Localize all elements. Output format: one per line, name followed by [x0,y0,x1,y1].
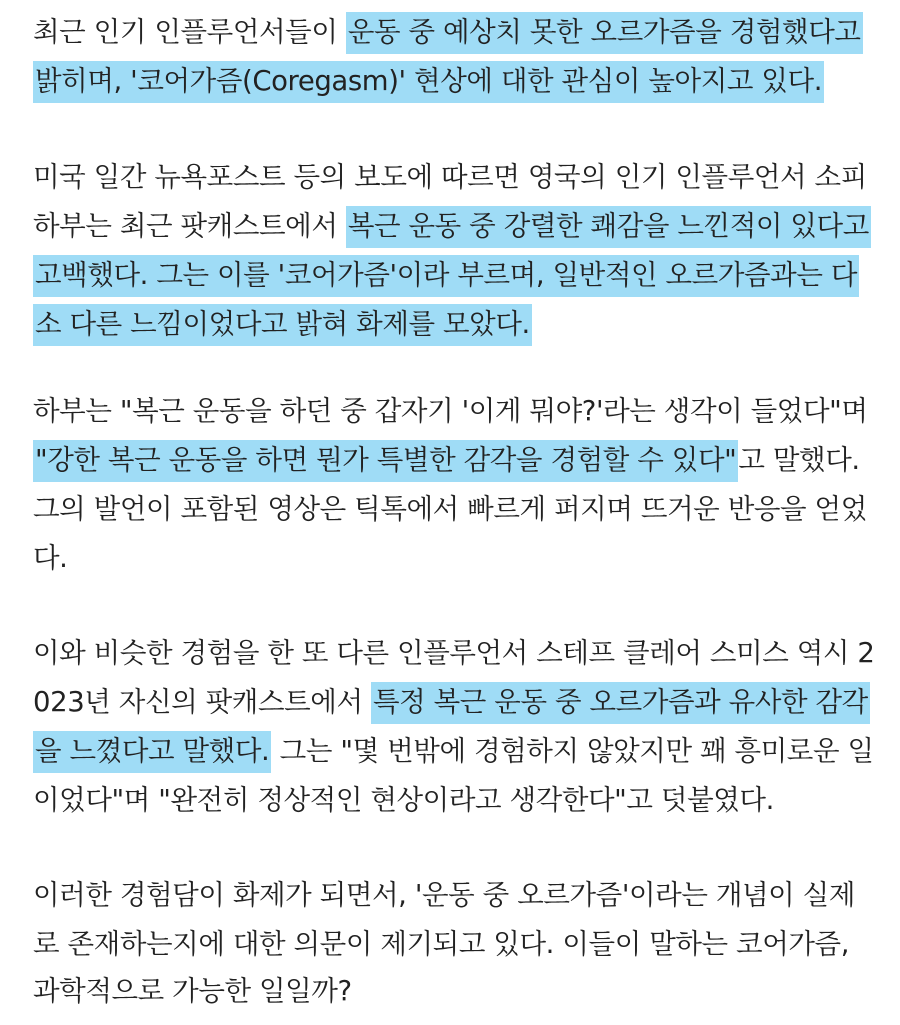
text-segment: 하부는 "복근 운동을 하던 중 갑자기 '이게 뭐야?'라는 생각이 들었다"며 [33,395,868,427]
paragraph-5-line-1 [33,872,855,918]
highlighted-text: 고백했다. 그는 이를 '코어가즘'이라 부르며, 일반적인 오르가즘과는 다 [33,255,859,297]
paragraph-2-line-3 [33,252,859,298]
paragraph-3-line-2 [33,437,860,483]
text-segment: 다. [33,542,68,574]
text-segment: 로 존재하는지에 대한 의문이 제기되고 있다. 이들이 말하는 코어가즘, [33,928,850,960]
highlighted-text: 소 다른 느낌이었다고 밝혀 화제를 모았다. [33,304,532,346]
text-segment: 그의 발언이 포함된 영상은 틱톡에서 빠르게 퍼지며 뜨거운 반응을 얻었 [33,493,867,525]
highlighted-quote: "강한 복근 운동을 하면 뭔가 특별한 감각을 경험할 수 있다" [33,440,738,482]
text-segment: 이러한 경험담이 화제가 되면서, '운동 중 오르가즘'이라는 개념이 실제 [33,879,856,911]
text-segment: 그는 "몇 번밖에 경험하지 않았지만 꽤 흥미로운 일 [271,735,874,767]
text-segment: 고 말했다. [738,444,860,476]
paragraph-3-line-3 [33,486,867,532]
paragraph-3-line-1 [33,388,868,434]
paragraph-1-line-1 [33,9,863,55]
text-segment: 과학적으로 가능한 일일까? [33,975,352,1007]
paragraph-2-line-1 [33,154,867,200]
highlighted-text: 밝히며, '코어가즘(Coregasm)' 현상에 대한 관심이 높아지고 있다. [33,61,824,103]
paragraph-2-line-4 [33,301,532,347]
highlighted-text: 특정 복근 운동 중 오르가즘과 유사한 감각 [371,682,870,724]
paragraph-1-line-2 [33,58,824,104]
text-segment: 미국 일간 뉴욕포스트 등의 보도에 따르면 영국의 인기 인플루언서 소피 [33,161,867,193]
text-segment: 023년 자신의 팟캐스트에서 [33,686,371,718]
highlighted-text: 복근 운동 중 강렬한 쾌감을 느낀적이 있다고 [346,206,871,248]
paragraph-5-line-3 [33,968,352,1014]
text-segment: 이었다"며 "완전히 정상적인 현상이라고 생각한다"고 덧붙였다. [33,784,774,816]
paragraph-3-line-4 [33,535,68,581]
text-segment: 최근 인기 인플루언서들이 [33,16,346,48]
paragraph-4-line-1 [33,630,874,676]
paragraph-4-line-4 [33,777,774,823]
text-segment: 하부는 최근 팟캐스트에서 [33,210,346,242]
highlighted-text: 운동 중 예상치 못한 오르가즘을 경험했다고 [346,12,863,54]
paragraph-4-line-2 [33,679,870,725]
paragraph-5-line-2 [33,921,849,967]
text-segment: 이와 비슷한 경험을 한 또 다른 인플루언서 스테프 클레어 스미스 역시 2 [33,637,875,669]
paragraph-4-line-3 [33,728,874,774]
highlighted-text: 을 느꼈다고 말했다. [33,731,271,773]
paragraph-2-line-2 [33,203,871,249]
